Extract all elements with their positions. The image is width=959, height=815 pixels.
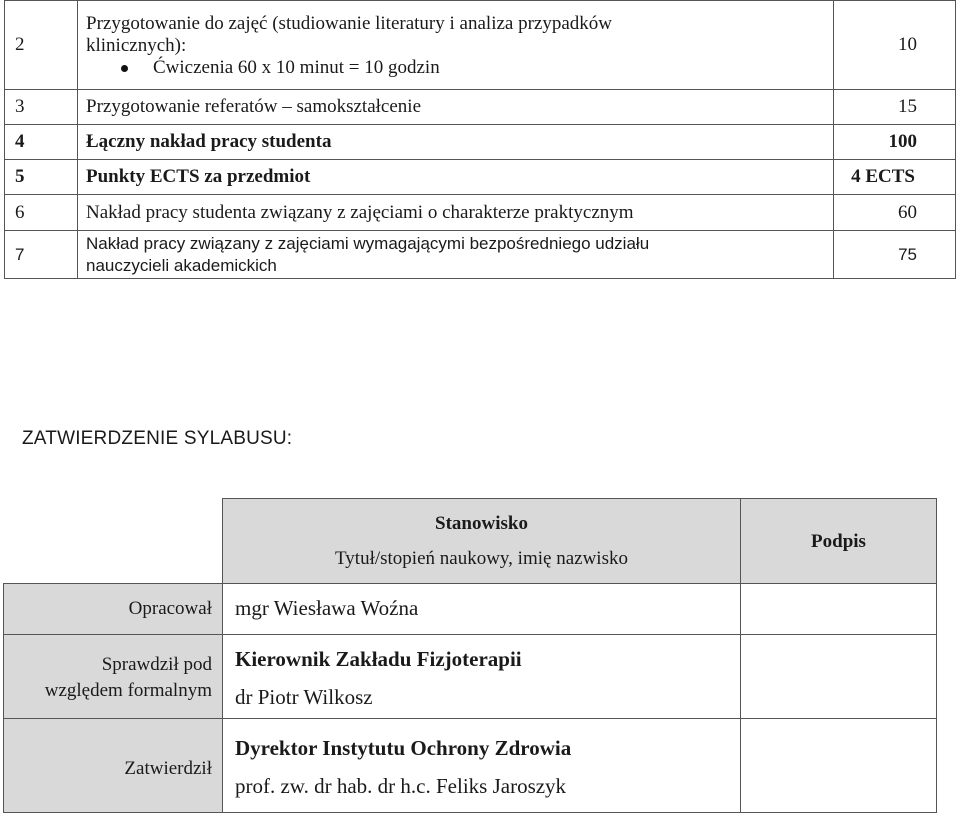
row-value: 100 bbox=[834, 125, 956, 160]
signature-cell bbox=[740, 583, 937, 635]
signature-cell bbox=[740, 718, 937, 813]
label-cell bbox=[3, 718, 223, 813]
row-description: Punkty ECTS za przedmiot bbox=[78, 160, 834, 195]
header-signature-cell bbox=[740, 498, 937, 584]
row-number: 6 bbox=[5, 195, 78, 231]
description-line: Nakład pracy związany z zajęciami wymagającymi bezpośredniego udziału bbox=[86, 233, 650, 253]
row-number: 2 bbox=[5, 1, 78, 90]
row-number: 3 bbox=[5, 90, 78, 125]
position-title: Dyrektor Instytutu Ochrony Zdrowia bbox=[235, 736, 572, 760]
row-value: 4 ECTS bbox=[834, 160, 956, 195]
header-position-title: Stanowisko bbox=[435, 513, 528, 534]
row-label: Opracował bbox=[128, 598, 212, 619]
bullet-text: Ćwiczenia 60 x 10 minut = 10 godzin bbox=[153, 56, 440, 78]
row-value: 60 bbox=[834, 195, 956, 231]
row-value: 15 bbox=[834, 90, 956, 125]
label-cell bbox=[3, 634, 223, 719]
label-cell bbox=[3, 583, 223, 635]
position-cell bbox=[222, 634, 741, 719]
person-name: prof. zw. dr hab. dr h.c. Feliks Jaroszyk bbox=[235, 774, 567, 798]
position-cell bbox=[222, 718, 741, 813]
row-label: Zatwierdził bbox=[124, 758, 212, 779]
person-name: dr Piotr Wilkosz bbox=[235, 685, 373, 709]
row-description: Przygotowanie referatów – samokształcenie bbox=[78, 90, 834, 125]
row-value: 75 bbox=[834, 231, 956, 279]
person-name: mgr Wiesława Woźna bbox=[235, 596, 419, 620]
description-line: Przygotowanie do zajęć (studiowanie literatury i analiza przypadków bbox=[86, 12, 612, 34]
row-label-line: Sprawdził pod bbox=[101, 654, 212, 675]
description-line: klinicznych): bbox=[86, 34, 187, 56]
header-position-cell bbox=[222, 498, 741, 584]
row-description: Nakład pracy studenta związany z zajęciami o charakterze praktycznym bbox=[78, 195, 834, 231]
row-number: 4 bbox=[5, 125, 78, 160]
header-position-subtitle: Tytuł/stopień naukowy, imię nazwisko bbox=[335, 548, 628, 569]
row-value: 10 bbox=[834, 1, 956, 90]
row-number: 7 bbox=[5, 231, 78, 279]
row-label-line: względem formalnym bbox=[44, 680, 212, 701]
position-cell bbox=[222, 583, 741, 635]
description-line: nauczycieli akademickich bbox=[86, 255, 277, 275]
approval-heading: ZATWIERDZENIE SYLABUSU: bbox=[22, 428, 293, 449]
row-description: Łączny nakład pracy studenta bbox=[78, 125, 834, 160]
signature-cell bbox=[740, 634, 937, 719]
header-signature: Podpis bbox=[811, 531, 866, 552]
row-number: 5 bbox=[5, 160, 78, 195]
position-title: Kierownik Zakładu Fizjoterapii bbox=[235, 647, 522, 671]
